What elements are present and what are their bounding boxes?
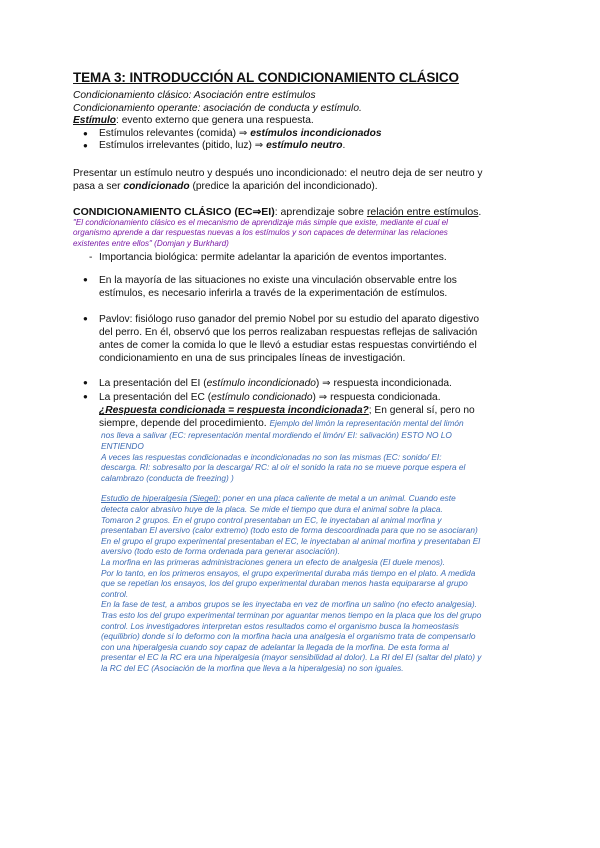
procedure-text: siempre, depende del procedimiento. (99, 418, 270, 430)
note-line: A veces las respuestas condicionadas e incondicionadas no son las mismas (EC: sonido/ EI: (101, 451, 442, 462)
ec-italic: estímulo condicionado (211, 392, 313, 404)
hyperalgesia-line: que se repetían los ensayos, los del grupo experimental duraban menos hasta equipararse al grupo (101, 578, 468, 589)
quote-line-1: "El condicionamiento clásico es el mecanismo de aprendizaje más simple que existe, mediante el cual el (73, 217, 448, 227)
section-heading (73, 206, 533, 218)
hyperalgesia-line: control. Los investigadores interpretan estos resultados como el organismo busca la homeostasis (101, 620, 459, 631)
question-rest: ; En general sí, pero no (368, 405, 475, 417)
presentar-bold: condicionado (123, 180, 190, 192)
point-line: Pavlov: fisiólogo ruso ganador del premio Nobel por su estudio del aparato digestivo (99, 313, 479, 325)
bullet-end: . (342, 140, 346, 152)
stimulus-definition (73, 115, 533, 128)
point-line: En la mayoría de las situaciones no existe una vinculación observable entre los (99, 275, 457, 287)
section-heading-bold: CONDICIONAMIENTO CLÁSICO (EC⇒EI) (73, 205, 275, 218)
hyperalgesia-head-rest: poner en una placa caliente de metal a un animal. Cuando este (220, 493, 456, 504)
list-item (99, 140, 533, 153)
presentar-line-2 (73, 180, 533, 193)
question-bold: ¿Respuesta condicionada = respuesta incondicionada? (99, 405, 369, 417)
ei-pre: La presentación del EI ( (99, 378, 207, 390)
hyperalgesia-title: Estudio de hiperalgesia (Siegel): (101, 493, 221, 504)
note-line: descarga. RI: sobresalto por la descarga/ RC: al oír el sonido la rata no se mueve porque espera el (101, 462, 466, 473)
bullet-text: Estímulos irrelevantes (pitido, luz) ⇒ (99, 140, 267, 152)
hyperalgesia-line: En el grupo el grupo experimental presentaban el EC, le inyectaban al animal morfina y presentaban El (101, 535, 481, 546)
document-page (73, 70, 533, 673)
hyperalgesia-line: (equilibrio) donde si lo deformo con la morfina hacia una analgesia el organismo trata de compensarlo (101, 631, 476, 642)
stimulus-term: Estímulo (73, 115, 117, 127)
note-line: ENTIENDO (101, 441, 144, 451)
point-line: estímulos, es necesario inferirla a través de la experimentación de estímulos. (99, 288, 448, 300)
presentar-pre: pasa a ser (73, 180, 124, 192)
hyperalgesia-line: presentar el EC la RC era una hiperalgesia (mayor sensibilidad al dolor). La RI del EI (saltar del plato) y (101, 652, 482, 663)
list-item (99, 128, 533, 141)
intro-operant-line: Condicionamiento operante: asociación de conducta y estímulo. (73, 102, 362, 114)
hyperalgesia-line: detecta calor abrasivo huye de la placa. Se mide el tiempo que dura el animal sobre la placa. (101, 503, 443, 514)
points-list-3 (73, 377, 533, 430)
list-item (99, 377, 533, 391)
page-title: TEMA 3: INTRODUCCIÓN AL CONDICIONAMIENTO CLÁSICO (73, 70, 459, 85)
ei-post: ) ⇒ respuesta incondicionada. (315, 378, 452, 390)
list-item (99, 391, 533, 430)
hyperalgesia-line: con una hiperalgesia cuando soy capaz de adelantar la llegada de la morfina. De esta forma al (101, 641, 449, 652)
section-heading-mid: : aprendizaje sobre (274, 205, 367, 218)
point-line: del perro. En él, observó que los perros realizaban respuestas reflejas de salivación (99, 326, 478, 338)
quote-line-2: organismo aprende a dar respuestas nuevas a los estímulos y son capaces de determinar las relaciones (73, 228, 448, 238)
bullet-bold: estímulo neutro (266, 140, 343, 152)
stimulus-list (73, 128, 533, 153)
points-list-1 (73, 274, 533, 300)
list-item (99, 274, 533, 300)
point-line: condicionamiento en una de sus principales líneas de investigación. (99, 353, 406, 365)
importance-item: - Importancia biológica: permite adelantar la aparición de eventos importantes. (73, 251, 533, 264)
presentar-line-1: Presentar un estímulo neutro y después uno incondicionado: el neutro deja de ser neutro y (73, 167, 483, 179)
ec-pre: La presentación del EC ( (99, 392, 212, 404)
ei-italic: estímulo incondicionado (206, 378, 316, 390)
hyperalgesia-line: aversivo (todo esto de forma ordenada para generar asociación). (101, 546, 340, 557)
hyperalgesia-line: control. (101, 588, 129, 599)
hyperalgesia-line: Por lo tanto, en los primeros ensayos, el grupo experimental duraba más tiempo en el plato. A medida (101, 567, 476, 578)
presentar-post: (predice la aparición del incondicionado). (189, 180, 378, 192)
points-list-2 (73, 313, 533, 366)
examples-note (73, 430, 533, 673)
section-heading-underlined: relación entre estímulos (366, 205, 479, 218)
hyperalgesia-line: En la fase de test, a ambos grupos se les inyectaba en vez de morfina un salino (no efecto analgesia). (101, 599, 477, 610)
list-item (99, 313, 533, 366)
hyperalgesia-line: Tras esto los del grupo experimental terminan por aguantar menos tiempo en la placa que los del grupo (101, 609, 482, 620)
point-line: antes de comer la comida lo que le llevó a estudiar estas respuestas convirtiéndo el (99, 340, 477, 351)
lemon-example: Ejemplo del limón la representación mental del limón (269, 418, 464, 429)
quote-line-3: existentes entre ellos" (Domjan y Burkhard) (73, 238, 229, 248)
note-line: nos lleva a salivar (EC: representación mental mordiendo el limón/ EI: salivación) ESTO NO LO (101, 430, 452, 441)
hyperalgesia-line: Tomaron 2 grupos. En el grupo control presentaban un EC, le inyectaban al animal morfina y (101, 514, 442, 525)
intro-classical-line: Condicionamiento clásico: Asociación entre estímulos (73, 90, 316, 101)
note-line: calambrazo (conducta de freezing) ) (101, 472, 234, 483)
bullet-bold: estímulos incondicionados (250, 127, 382, 139)
ec-post: ) ⇒ respuesta condicionada. (312, 392, 441, 404)
bullet-text: Estímulos relevantes (comida) ⇒ (99, 127, 251, 139)
section-heading-end: . (478, 205, 482, 218)
stimulus-def-text: : evento externo que genera una respuesta. (116, 115, 314, 127)
hyperalgesia-line: presentaban El aversivo (calor extremo) (todo esto de forma descoordinada para que no se asociaran) (101, 525, 478, 536)
hyperalgesia-heading (101, 493, 533, 504)
hyperalgesia-line: la RC del EC (Asociación de la morfina que lleva a la hiperalgesia) no son iguales. (101, 662, 404, 673)
hyperalgesia-line: La morfina en las primeras administraciones genera un efecto de analgesia (El duele menos). (101, 556, 446, 567)
